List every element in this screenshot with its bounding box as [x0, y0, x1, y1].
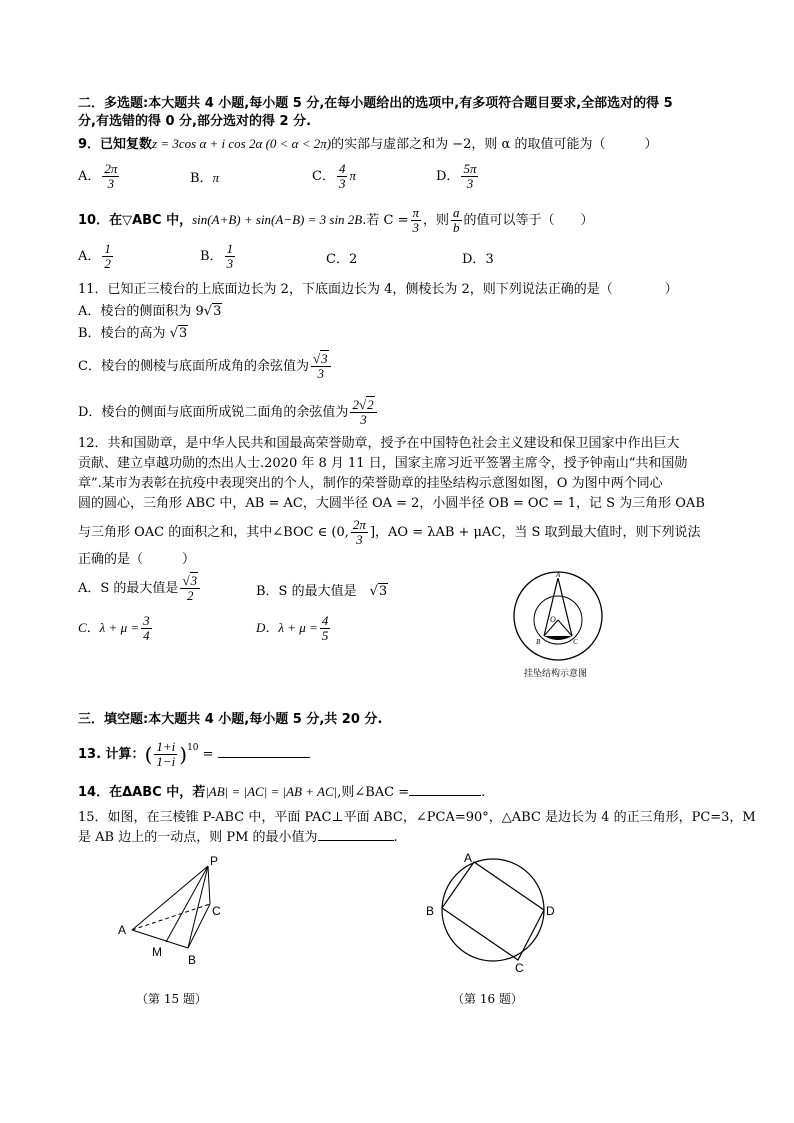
label-a: A: [464, 851, 473, 865]
edge-pc: [208, 866, 210, 904]
question-14: 14．在ΔABC 中，若|AB| = |AC| = |AB + AC|,则∠BAC = .: [78, 784, 486, 800]
label-b: B: [188, 953, 197, 967]
label-b: B: [536, 638, 541, 646]
edge-pa: [132, 866, 208, 930]
question-11-stem: 11．已知正三棱台的上底面边长为 2，下底面边长为 4，侧棱长为 2，则下列说法正确的是（ ）: [78, 282, 678, 297]
q12-option-a: A．S 的最大值是 $\frac{√3}{2}$: [78, 574, 202, 603]
pendant-caption: 挂坠结构示意图: [524, 669, 588, 679]
label-a: A: [556, 571, 561, 579]
large-circle: [514, 572, 602, 660]
edge-ac-hidden: [132, 904, 210, 930]
edge-pb: [188, 866, 208, 948]
figure-15-caption: （第 15 题）: [136, 992, 207, 1006]
edge-bc: [188, 904, 210, 948]
label-d: D: [546, 904, 555, 918]
q9-suffix: 的实部与虚部之和为 −2，则 α 的取值可能为（ ）: [331, 137, 658, 152]
cyclic-quadrilateral-figure: [420, 848, 570, 978]
section-2-header-line2: 分,有选错的得 0 分,部分选对的得 2 分.: [78, 114, 312, 129]
question-9-stem: [78, 136, 657, 153]
q12-line2: 贡献、建立卓越功勋的杰出人士.2020 年 8 月 11 日，国家主席习近平签署主席令，授予钟南山“共和国勋: [78, 456, 688, 471]
q12-line3: 章”.某市为表彰在抗疫中表现突出的个人，制作的荣誉勋章的挂坠结构示意图如图，O 为图中两个同心: [78, 476, 663, 491]
q9-option-a: A． $\frac{2\pi}{3}$: [78, 161, 118, 191]
label-c: C: [212, 904, 221, 918]
figure-16-caption: （第 16 题）: [452, 992, 523, 1006]
q13-answer-blank[interactable]: [218, 757, 310, 758]
label-c: C: [515, 961, 524, 975]
q9-option-d: D． $\frac{5\pi}{3}$: [436, 161, 477, 191]
q11-option-b: B．棱台的高为 √3: [78, 326, 188, 341]
q9-option-c: C． $\frac{4}{3}$ π: [312, 161, 356, 191]
q12-option-c: C．λ + μ = $\frac{3}{4}$: [78, 613, 150, 643]
quadrilateral-abcd: [442, 862, 544, 960]
label-b: B: [426, 904, 435, 918]
circumcircle: [442, 859, 544, 961]
q9-option-b: B．π: [190, 170, 220, 186]
q12-line1: 12．共和国勋章，是中华人民共和国最高荣誉勋章，授予在中国特色社会主义建设和保卫国家中作出巨大: [78, 436, 680, 451]
q10-option-d: D．3: [462, 252, 494, 267]
pyramid-figure: [112, 852, 232, 968]
q11-option-a: A．棱台的侧面积为 9√3: [78, 304, 222, 319]
section-3-header: 三．填空题:本大题共 4 小题,每小题 5 分,共 20 分.: [78, 712, 383, 727]
question-10-stem: 10．在▽ABC 中，sin(A+B) + sin(A−B) = 3 sin 2B.若 C = $\frac{\pi}{3}$ ，则 $\frac{a}{b}$ 的值可以等于（ ）: [78, 205, 594, 235]
q9-math: z = 3cos α + i cos 2α (0 < α < 2π): [152, 136, 332, 151]
q12-line4: 圆的圆心，三角形 ABC 中，AB = AC，大圆半径 OA = 2，小圆半径 OB = OC = 1，记 S 为三角形 OAB: [78, 496, 705, 511]
segment-pm: [166, 866, 208, 942]
label-a: A: [118, 923, 127, 937]
label-p: P: [210, 854, 219, 868]
pendant-fill: [544, 636, 572, 640]
q15-answer-blank[interactable]: [318, 840, 394, 841]
question-13: 13. 计算：( $\frac{1+i}{1-i}$ )$^{10}$ =: [78, 740, 310, 776]
q10-option-b: B． $\frac{1}{3}$: [200, 241, 234, 271]
q9-prefix: 9．已知复数: [78, 137, 153, 152]
q12-option-d: D．λ + μ = $\frac{4}{5}$: [256, 613, 329, 643]
section-2-header-line1: 二．多选题:本大题共 4 小题,每小题 5 分,在每小题给出的选项中,有多项符合题目要求,全部选对的得 5: [78, 96, 673, 111]
q15-line2: 是 AB 边上的一动点，则 PM 的最小值为 .: [78, 830, 398, 845]
pendant-structure-figure: [510, 568, 606, 664]
label-m: M: [152, 945, 162, 959]
q15-line1: 15．如图，在三棱锥 P-ABC 中，平面 PAC⊥平面 ABC，∠PCA=90°，△ABC 是边长为 4 的正三角形，PC=3，M: [78, 810, 756, 825]
q12-line5: 与三角形 OAC 的面积之和，其中∠BOC ∈ (0, $\frac{2\pi}{3}$ ]，AO = λAB + μAC，当 S 取到最大值时，则下列说法: [78, 517, 701, 547]
q11-option-c: C．棱台的侧棱与底面所成角的余弦值为 $\frac{√3}{3}$: [78, 352, 333, 381]
q12-option-b: B．S 的最大值是 √3: [256, 584, 388, 599]
q12-line6: 正确的是（ ）: [78, 552, 196, 567]
label-o: O: [550, 615, 556, 624]
q10-option-a: A． $\frac{1}{2}$: [78, 241, 111, 271]
q14-answer-blank[interactable]: [409, 795, 481, 796]
label-c: C: [573, 638, 578, 646]
q10-option-c: C．2: [326, 252, 358, 267]
q11-option-d: D．棱台的侧面与底面所成锐二面角的余弦值为 $\frac{2√2}{3}$: [78, 398, 379, 427]
